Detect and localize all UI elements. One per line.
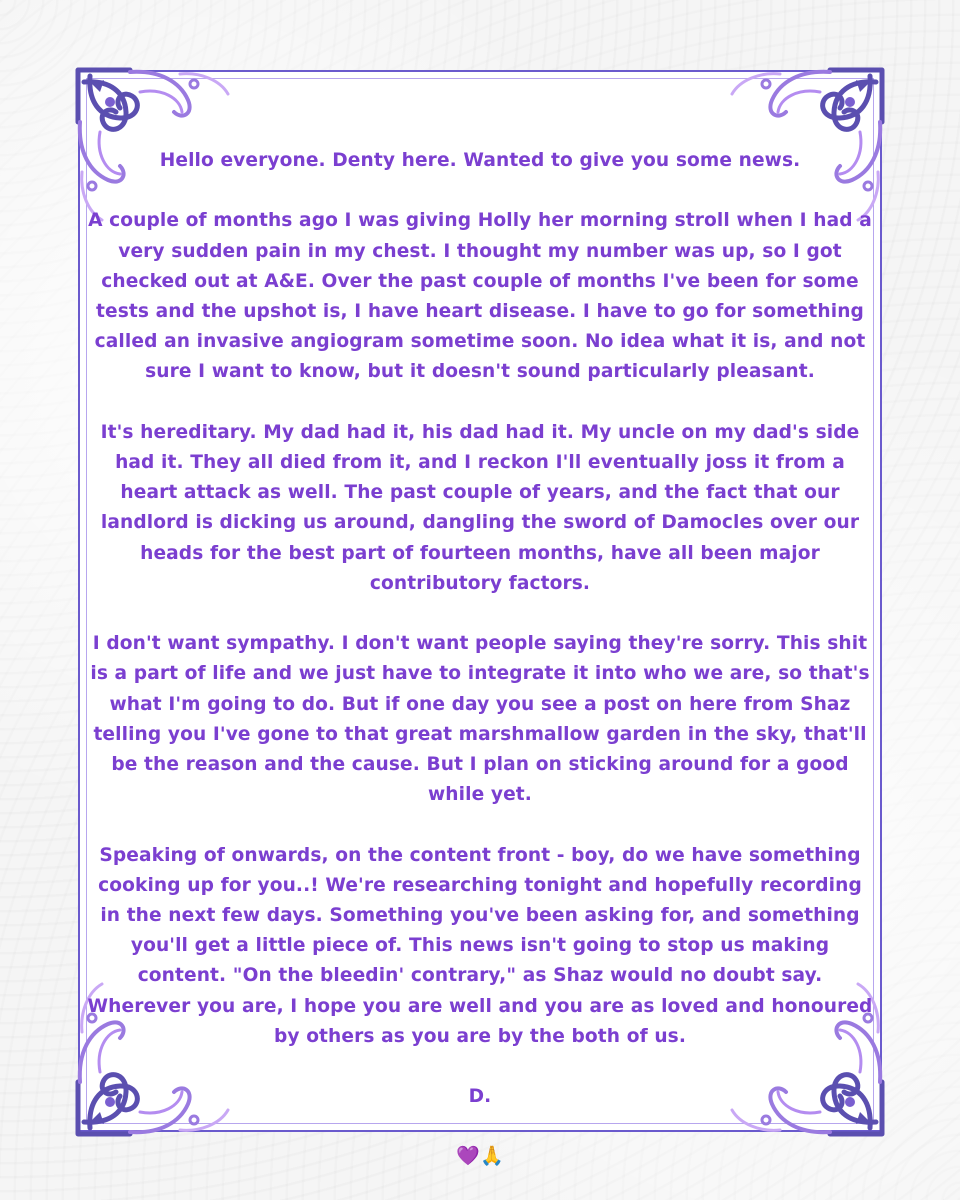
letter-signature: D. [468, 1086, 492, 1108]
signature-emojis [86, 1143, 874, 1169]
praying-hands-icon: 🙏 [480, 1144, 504, 1167]
letter-greeting: Hello everyone. Denty here. Wanted to give you some news. [159, 150, 801, 171]
letter-paragraph-content: Speaking of onwards, on the content front - boy, do we have something cooking up for you..! We're researching tonight and hopefully recording in the next few days. Something you've been asking for, and something you'll get a little piece of. This news isn't going to stop us making content. "On the bleedin' contrary," as Shaz would no doubt say. Wherever you are, I hope you are well and you are as loved and honoured by others as you are by the both of us. [87, 844, 873, 1047]
purple-heart-icon: 💜 [456, 1144, 480, 1167]
letter-paragraph-health: A couple of months ago I was giving Holly her morning stroll when I had a very sudden pain in my chest. I thought my number was up, so I got checked out at A&E. Over the past couple of months I've been for some tests and the upshot is, I have heart disease. I have to go for something called an invasive angiogram sometime soon. No idea what it is, and not sure I want to know, but it doesn't sound particularly pleasant. [88, 210, 872, 383]
letter-paragraph-hereditary: It's hereditary. My dad had it, his dad had it. My uncle on my dad's side had it. They all died from it, and I reckon I'll eventually joss it from a heart attack as well. The past couple of years, and the fact that our landlord is dicking us around, dangling the sword of Damocles over our heads for the best part of fourteen months, have all been major contributory factors. [100, 421, 860, 594]
letter-body [86, 146, 874, 1169]
letter-paragraph-sympathy: I don't want sympathy. I don't want people saying they're sorry. This shit is a part of life and we just have to integrate it into who we are, so that's what I'm going to do. But if one day you see a post on here from Shaz telling you I've gone to that great marshmallow garden in the sky, that'll be the reason and the cause. But I plan on sticking around for a good while yet. [90, 633, 870, 806]
